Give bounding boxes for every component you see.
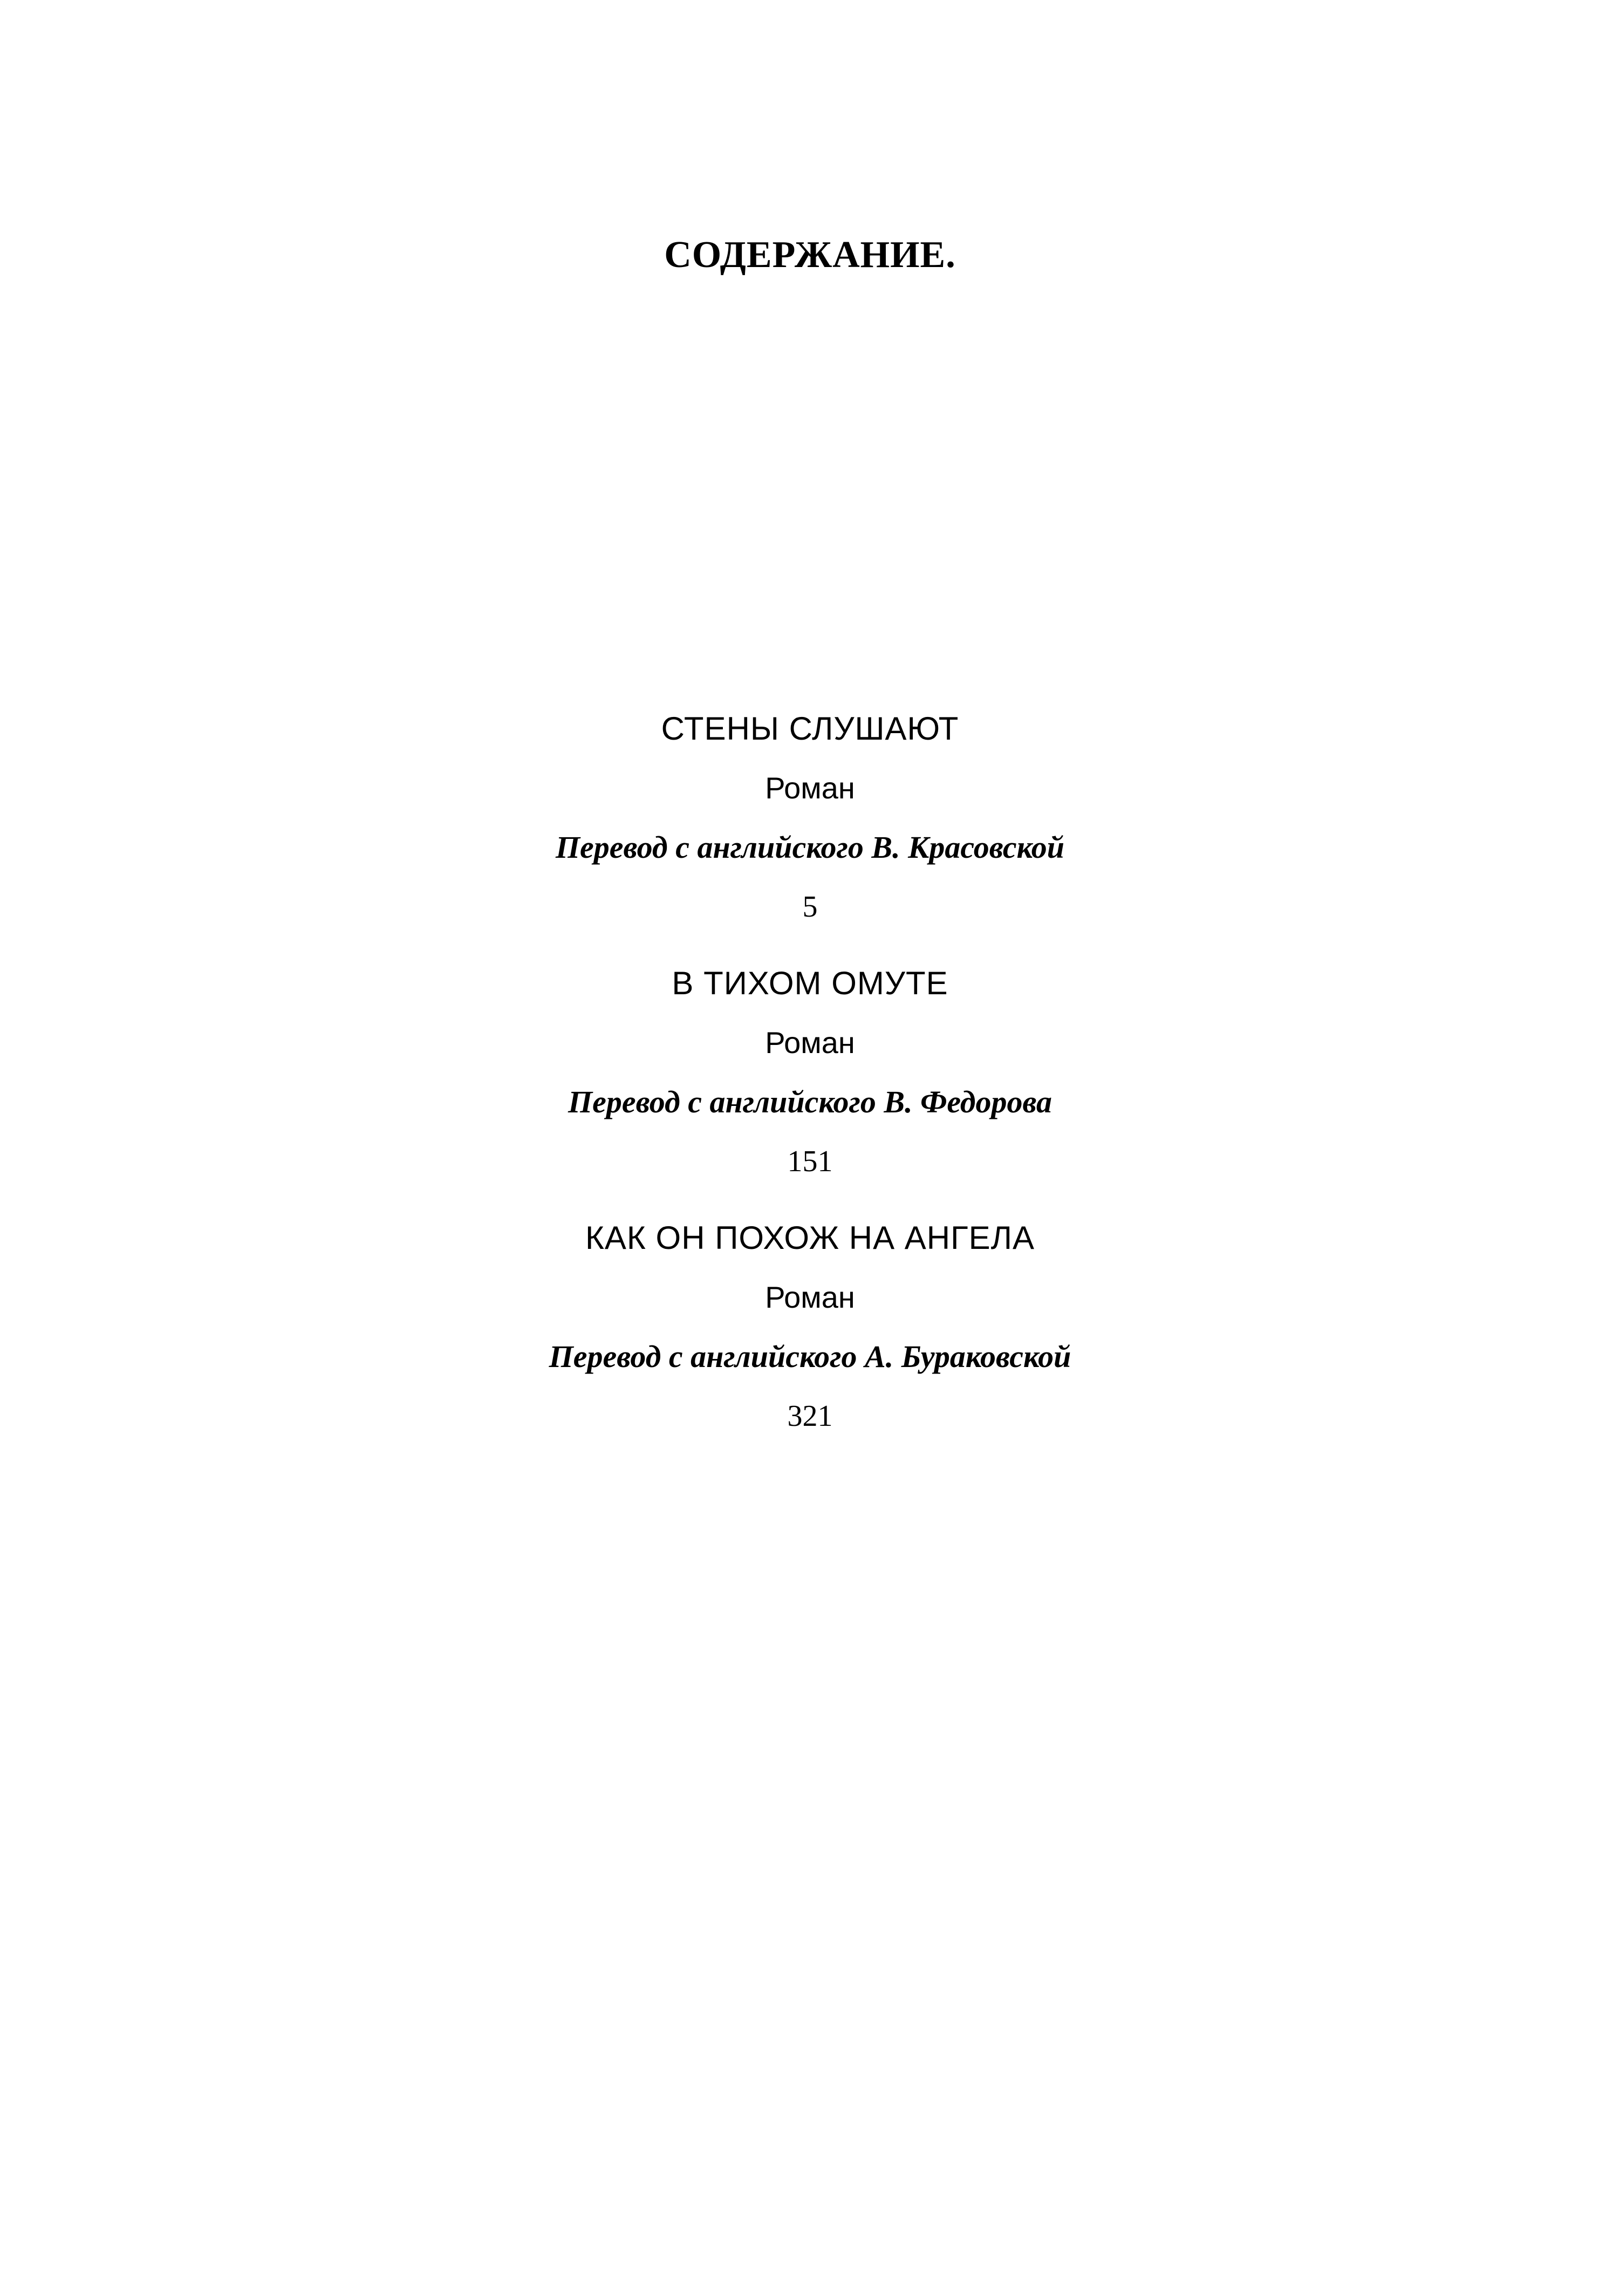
table-of-contents (0, 699, 1620, 1463)
entry-genre: Роман (765, 1280, 855, 1314)
toc-entry (0, 699, 1620, 937)
page-title: СОДЕРЖАНИЕ. (664, 234, 956, 276)
entry-page-number: 321 (787, 1399, 833, 1433)
entry-genre: Роман (765, 1026, 855, 1060)
entry-translator: Перевод с английского В. Красовской (555, 830, 1065, 865)
entry-translator: Перевод с английского В. Федорова (568, 1084, 1052, 1119)
entry-title: В ТИХОМ ОМУТЕ (672, 965, 948, 1001)
entry-genre: Роман (765, 771, 855, 805)
toc-entry (0, 954, 1620, 1191)
toc-entry (0, 1208, 1620, 1446)
entry-translator: Перевод с английского А. Бураковской (549, 1339, 1071, 1374)
entry-page-number: 5 (802, 890, 818, 924)
entry-title: СТЕНЫ СЛУШАЮТ (661, 710, 959, 747)
entry-title: КАК ОН ПОХОЖ НА АНГЕЛА (585, 1220, 1035, 1256)
entry-page-number: 151 (787, 1145, 833, 1178)
